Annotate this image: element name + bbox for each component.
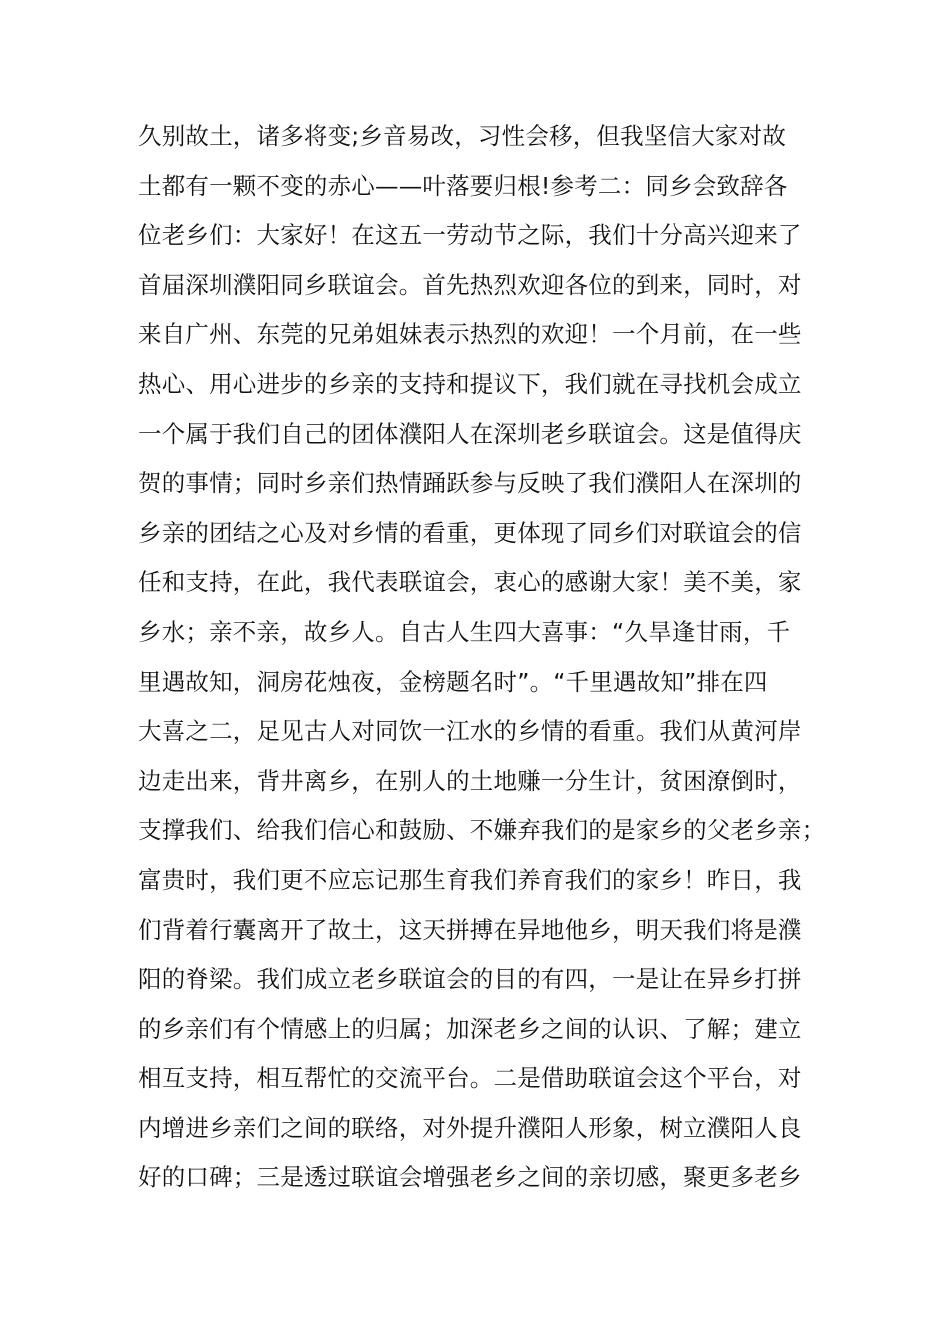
- text-line: 来自广州、东莞的兄弟姐妹表示热烈的欢迎！一个月前，在一些: [138, 320, 802, 349]
- text-line: 们背着行囊离开了故土，这天拼搏在异地他乡，明天我们将是濮: [138, 915, 802, 944]
- text-line: 大喜之二，足见古人对同饮一江水的乡情的看重。我们从黄河岸: [138, 717, 802, 746]
- text-line: 阳的脊梁。我们成立老乡联谊会的目的有四，一是让在异乡打拼: [138, 965, 802, 994]
- text-line: 支撑我们、给我们信心和鼓励、不嫌弃我们的是家乡的父老乡亲；: [138, 816, 826, 845]
- text-line: 富贵时，我们更不应忘记那生育我们养育我们的家乡！昨日，我: [138, 865, 802, 894]
- text-line: 的乡亲们有个情感上的归属；加深老乡之间的认识、了解；建立: [138, 1014, 802, 1043]
- text-line: 位老乡们：大家好！在这五一劳动节之际，我们十分高兴迎来了: [138, 221, 802, 250]
- text-line: 好的口碑；三是透过联谊会增强老乡之间的亲切感，聚更多老乡: [138, 1163, 802, 1192]
- text-line: 乡水；亲不亲，故乡人。自古人生四大喜事：“久旱逢甘雨，千: [138, 617, 791, 646]
- text-line: 边走出来，背井离乡，在别人的土地赚一分生计，贫困潦倒时，: [138, 766, 802, 795]
- text-line: 土都有一颗不变的赤心——叶落要归根!参考二：同乡会致辞各: [138, 171, 788, 200]
- text-line: 贺的事情；同时乡亲们热情踊跃参与反映了我们濮阳人在深圳的: [138, 469, 802, 498]
- body-text: [138, 112, 826, 1203]
- text-line: 里遇故知，洞房花烛夜，金榜题名时”。“千里遇故知”排在四: [138, 667, 768, 696]
- text-line: 乡亲的团结之心及对乡情的看重，更体现了同乡们对联谊会的信: [138, 518, 802, 547]
- text-line: 首届深圳濮阳同乡联谊会。首先热烈欢迎各位的到来，同时，对: [138, 270, 802, 299]
- text-line: 任和支持，在此，我代表联谊会，衷心的感谢大家！美不美，家: [138, 568, 802, 597]
- text-line: 热心、用心进步的乡亲的支持和提议下，我们就在寻找机会成立: [138, 369, 802, 398]
- text-line: 相互支持，相互帮忙的交流平台。二是借助联谊会这个平台，对: [138, 1064, 802, 1093]
- text-line: 久别故土，诸多将变;乡音易改，习性会移，但我坚信大家对故: [138, 122, 787, 150]
- text-line: 内增进乡亲们之间的联络，对外提升濮阳人形象，树立濮阳人良: [138, 1113, 802, 1142]
- text-line: 一个属于我们自己的团体濮阳人在深圳老乡联谊会。这是值得庆: [138, 419, 802, 448]
